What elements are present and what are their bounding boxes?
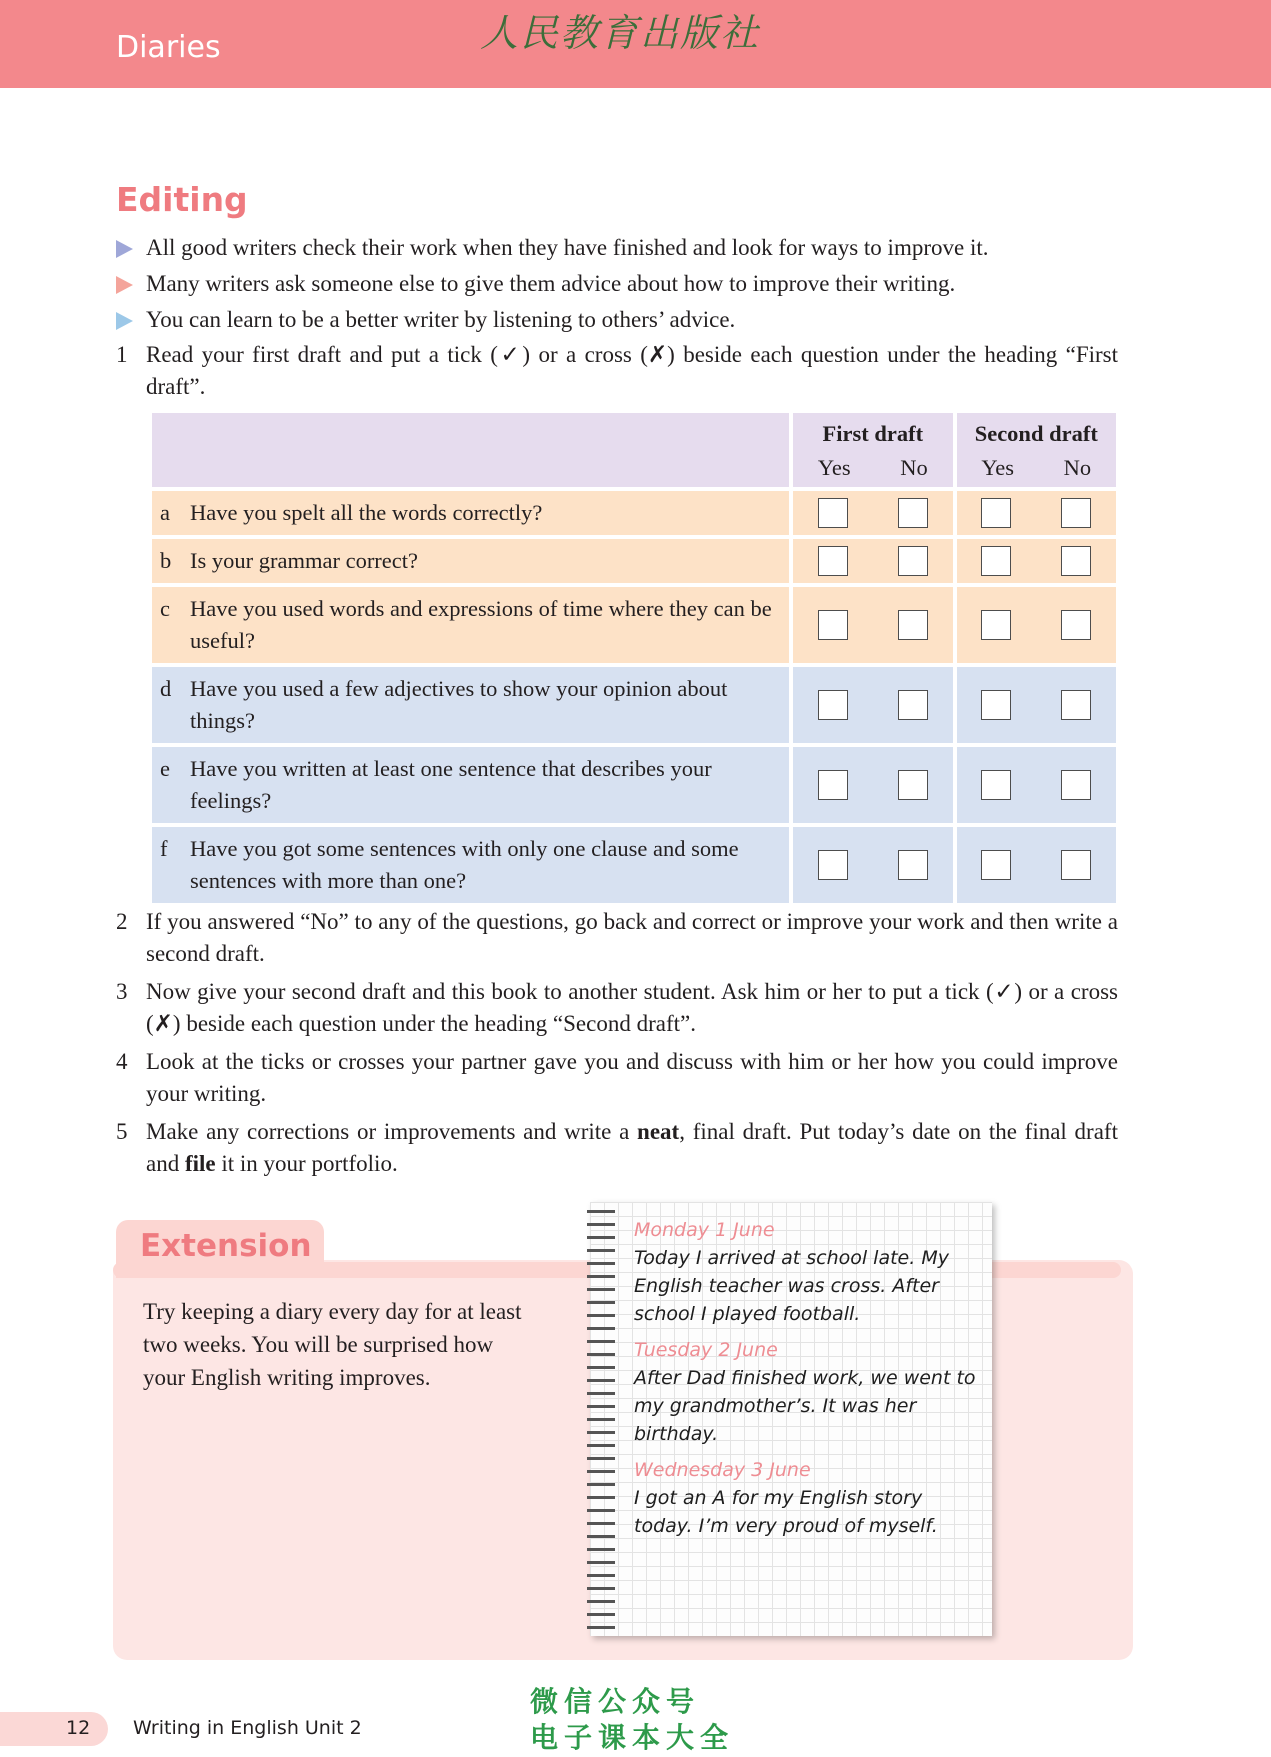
question-cell <box>152 587 789 663</box>
section-heading-editing: Editing <box>116 180 248 219</box>
checkbox-yes[interactable] <box>818 498 848 528</box>
table-row <box>152 747 1116 823</box>
table-row <box>152 827 1116 903</box>
checkbox-yes[interactable] <box>818 610 848 640</box>
checkbox-no[interactable] <box>1061 498 1091 528</box>
bullet-item <box>116 302 1126 338</box>
diary-text: After Dad finished work, we went to my grandmother’s. It was her birthday. <box>634 1367 976 1445</box>
checkbox-no[interactable] <box>898 610 928 640</box>
group-label: Second draft <box>974 421 1098 446</box>
group-label: First draft <box>822 421 924 446</box>
question-text: Have you spelt all the words correctly? <box>190 500 543 525</box>
first-draft-cell <box>793 491 952 535</box>
question-cell <box>152 827 789 903</box>
checkbox-no[interactable] <box>1061 770 1091 800</box>
checkbox-yes[interactable] <box>818 770 848 800</box>
diary-date: Monday 1 June <box>634 1219 775 1241</box>
checkbox-yes[interactable] <box>981 546 1011 576</box>
diary-date: Wednesday 3 June <box>634 1459 811 1481</box>
step-3 <box>116 976 1118 1040</box>
triangle-bullet-icon <box>116 276 133 294</box>
question-letter: b <box>160 548 172 573</box>
question-letter: c <box>160 596 170 621</box>
header-title: Diaries <box>116 30 221 65</box>
checkbox-yes[interactable] <box>981 610 1011 640</box>
question-cell <box>152 491 789 535</box>
checkbox-no[interactable] <box>898 498 928 528</box>
checkbox-no[interactable] <box>898 546 928 576</box>
first-draft-cell <box>793 827 952 903</box>
bullet-text: All good writers check their work when they have finished and look for ways to improve it. <box>146 235 989 260</box>
spiral-binding-icon <box>587 1210 615 1630</box>
question-letter: f <box>160 836 168 861</box>
second-draft-cell <box>957 539 1116 583</box>
step-text: Read your first draft and put a tick (✓) or a cross (✗) beside each question under the heading “First draft”. <box>146 342 1118 399</box>
first-draft-cell <box>793 747 952 823</box>
checkbox-yes[interactable] <box>818 546 848 576</box>
first-draft-cell <box>793 587 952 663</box>
step-text-post: it in your portfolio. <box>215 1151 398 1176</box>
diary-text: Today I arrived at school late. My English teacher was cross. After school I played football. <box>634 1247 949 1325</box>
checkbox-yes[interactable] <box>818 690 848 720</box>
step-text: Now give your second draft and this book to another student. Ask him or her to put a tick (✓) or a cross (✗) beside each question under the heading “Second draft”. <box>146 979 1118 1036</box>
bullet-text: Many writers ask someone else to give them advice about how to improve their writing. <box>146 271 956 296</box>
column-group-first-draft <box>793 413 952 487</box>
diary-date: Tuesday 2 June <box>634 1339 778 1361</box>
second-draft-cell <box>957 667 1116 743</box>
question-letter: d <box>160 676 172 701</box>
checkbox-yes[interactable] <box>981 770 1011 800</box>
step-2 <box>116 906 1118 970</box>
question-cell <box>152 539 789 583</box>
checklist-table <box>148 409 1120 907</box>
step-5 <box>116 1116 1118 1180</box>
watermark-line-1: 微信公众号 <box>530 1685 701 1718</box>
table-row <box>152 539 1116 583</box>
bullet-text: You can learn to be a better writer by listening to others’ advice. <box>146 307 736 332</box>
checkbox-no[interactable] <box>1061 610 1091 640</box>
table-row <box>152 587 1116 663</box>
step-number: 2 <box>116 909 128 934</box>
step-4 <box>116 1046 1118 1110</box>
checkbox-no[interactable] <box>898 770 928 800</box>
no-header: No <box>1063 455 1092 480</box>
bullet-item <box>116 230 1126 266</box>
question-text: Have you used words and expressions of time where they can be useful? <box>190 596 772 653</box>
question-text: Is your grammar correct? <box>190 548 419 573</box>
table-row <box>152 667 1116 743</box>
first-draft-cell <box>793 539 952 583</box>
footer-title: Writing in English Unit 2 <box>133 1717 362 1739</box>
step-text-mid: , final draft. Put today’s date on the final draft and <box>146 1119 1118 1176</box>
question-letter: a <box>160 500 170 525</box>
extension-text: Try keeping a diary every day for at least two weeks. You will be surprised how your English writing improves. <box>143 1299 522 1390</box>
checkbox-no[interactable] <box>898 690 928 720</box>
watermark-line-2: 电子课本大全 <box>530 1721 735 1754</box>
step-number: 4 <box>116 1049 128 1074</box>
diary-entries <box>634 1216 984 1548</box>
checkbox-yes[interactable] <box>981 850 1011 880</box>
checkbox-yes[interactable] <box>981 498 1011 528</box>
editing-bullets <box>116 230 1126 338</box>
page-number: 12 <box>66 1717 91 1739</box>
second-draft-cell <box>957 491 1116 535</box>
checkbox-yes[interactable] <box>981 690 1011 720</box>
step-number: 5 <box>116 1119 128 1144</box>
step-text: Look at the ticks or crosses your partner gave you and discuss with him or her how you could improve your writing. <box>146 1049 1118 1106</box>
checkbox-yes[interactable] <box>818 850 848 880</box>
step-number: 1 <box>116 342 128 367</box>
question-cell <box>152 667 789 743</box>
bullet-item <box>116 266 1126 302</box>
second-draft-cell <box>957 587 1116 663</box>
question-cell <box>152 747 789 823</box>
step-bold-neat: neat <box>637 1119 680 1144</box>
checkbox-no[interactable] <box>1061 850 1091 880</box>
second-draft-cell <box>957 747 1116 823</box>
checkbox-no[interactable] <box>1061 690 1091 720</box>
publisher-logo: 人民教育出版社 <box>480 11 761 55</box>
question-text: Have you got some sentences with only one clause and some sentences with more than one? <box>190 836 739 893</box>
step-bold-file: file <box>184 1151 216 1176</box>
question-text: Have you written at least one sentence that describes your feelings? <box>190 756 712 813</box>
diary-notebook-illustration <box>590 1202 992 1636</box>
triangle-bullet-icon <box>116 240 133 258</box>
yes-header: Yes <box>817 455 851 480</box>
question-text: Have you used a few adjectives to show your opinion about things? <box>190 676 728 733</box>
no-header: No <box>900 455 928 480</box>
checkbox-no[interactable] <box>1061 546 1091 576</box>
page-number-pill <box>0 1712 108 1746</box>
first-draft-cell <box>793 667 952 743</box>
yes-header: Yes <box>981 455 1015 480</box>
yes-no-headers <box>957 449 1116 487</box>
table-header-blank <box>152 413 789 487</box>
yes-no-headers <box>793 449 952 487</box>
step-text-pre: Make any corrections or improvements and write a <box>146 1119 638 1144</box>
question-letter: e <box>160 756 170 781</box>
table-row <box>152 491 1116 535</box>
table-header-row <box>152 413 1116 487</box>
checkbox-no[interactable] <box>898 850 928 880</box>
second-draft-cell <box>957 827 1116 903</box>
column-group-second-draft <box>957 413 1116 487</box>
step-1 <box>116 339 1118 403</box>
diary-text: I got an A for my English story today. I’m very proud of myself. <box>634 1487 938 1537</box>
step-number: 3 <box>116 979 128 1004</box>
triangle-bullet-icon <box>116 312 133 330</box>
extension-title: Extension <box>140 1228 312 1264</box>
step-text: If you answered “No” to any of the questions, go back and correct or improve your work and then write a second draft. <box>146 909 1118 966</box>
